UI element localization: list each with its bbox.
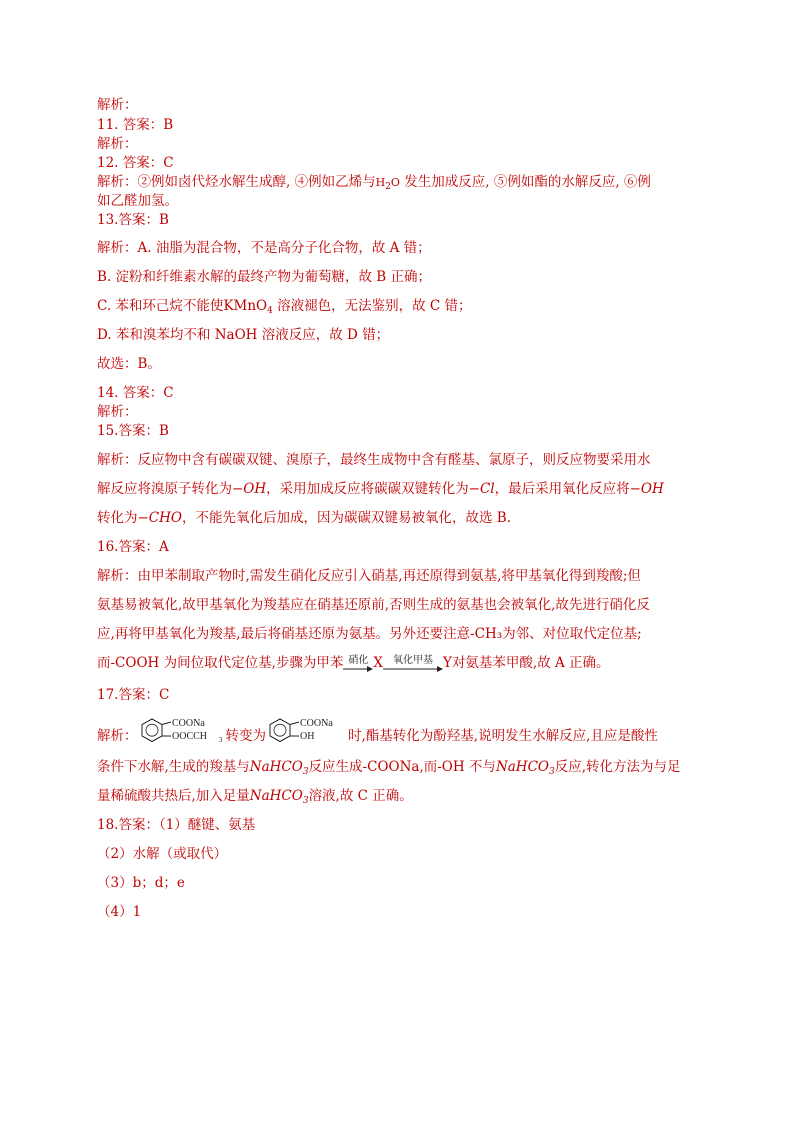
formula-sub: 3 (302, 767, 309, 777)
answer-14: 14. 答案：C (97, 385, 174, 401)
answer-11: 11. 答案：B (97, 117, 174, 133)
text: 时,酯基转化为酚羟基,说明发生水解反应,且应是酸性 (348, 728, 658, 744)
text: 转变为 (225, 728, 266, 744)
substituent-label: OOCCH (171, 731, 207, 742)
substituent-label: COONa (300, 718, 333, 729)
substituent-label: COONa (171, 718, 205, 729)
text: 而-COOH 为间位取代定位基,步骤为甲苯 (97, 655, 344, 671)
answer-18-part1: 18.答案：（1）醚键、氨基 (97, 817, 256, 833)
analysis-16-line4 (97, 654, 610, 672)
analysis-16-line2: 氨基易被氧化,故甲基氧化为羧基应在硝基还原前,否则生成的氨基也会被氧化,故先进行硝化反 (97, 597, 650, 613)
structure-aspirin-sodium (138, 716, 226, 757)
analysis-12-line2: 如乙醛加氢。 (97, 193, 178, 209)
text: ，采用加成反应将碳碳双键转化为 (266, 481, 469, 497)
text: 解反应将溴原子转化为 (97, 481, 232, 497)
answer-18-part2: （2）水解（或取代） (97, 846, 228, 862)
analysis-17-line1 (97, 716, 658, 746)
text: 溶液褪色，无法鉴别，故 C 错； (272, 298, 472, 314)
analysis-label-10: 解析： (97, 97, 138, 113)
formula-sub: 4 (267, 306, 273, 316)
arrow-oxidize (383, 655, 443, 672)
analysis-12-line1 (97, 173, 651, 196)
analysis-15-line2 (97, 480, 664, 498)
analysis-15-line1: 解析：反应物中含有碳碳双键、溴原子，最终生成物中含有醛基、氯原子，则反应物要采用水 (97, 452, 651, 468)
answer-12: 12. 答案：C (97, 155, 174, 171)
text: 溶液,故 C 正确。 (308, 788, 413, 804)
answer-17: 17.答案：C (97, 687, 170, 703)
group-cho: −CHO (137, 510, 182, 526)
analysis-13-b: B. 淀粉和纤维素水解的最终产物为葡萄糖，故 B 正确； (97, 269, 432, 285)
analysis-13-d: D. 苯和溴苯均不和 NaOH 溶液反应，故 D 错； (97, 327, 390, 343)
analysis-13-c (97, 297, 472, 320)
intermediate-x: X (373, 655, 384, 671)
conclusion-13: 故选：B。 (97, 356, 161, 372)
formula-nahco3: NaHCO (249, 759, 303, 775)
formula-o: O (390, 176, 400, 189)
analysis-13-a: 解析：A. 油脂为混合物，不是高分子化合物，故 A 错； (97, 240, 431, 256)
arrow-label: 氧化甲基 (393, 655, 434, 666)
analysis-16-line1: 解析：由甲苯制取产物时,需发生硝化反应引入硝基,再还原得到氨基,将甲基氧化得到羧酸;但 (97, 568, 641, 584)
text: 条件下水解,生成的羧基与 (97, 759, 250, 775)
text: 转化为 (97, 510, 138, 526)
text: 解析：②例如卤代烃水解生成醇, ④例如乙烯与 (97, 174, 376, 190)
group-cl: −Cl (468, 481, 495, 497)
arrow-label: 硝化 (348, 655, 369, 666)
group-oh: −OH (629, 481, 664, 497)
formula-sub: 3 (302, 796, 309, 806)
answer-18-part4: （4）1 (97, 904, 142, 920)
arrow-nitration (343, 655, 373, 672)
group-oh: −OH (232, 481, 267, 497)
text: 对氨基苯甲酸,故 A 正确。 (451, 655, 610, 671)
formula-nahco3: NaHCO (495, 759, 549, 775)
answer-13: 13.答案：B (97, 212, 169, 228)
analysis-label-11: 解析： (97, 136, 138, 152)
formula-sub: 3 (548, 767, 555, 777)
structure-salicylate-sodium (266, 716, 348, 757)
intermediate-y: Y (443, 655, 452, 671)
analysis-17-line2 (97, 758, 681, 781)
substituent-label: OH (300, 731, 315, 742)
text: C. 苯和环己烷不能使 (97, 298, 224, 314)
analysis-15-line3 (97, 509, 511, 527)
text: 量稀硫酸共热后,加入足量 (97, 788, 250, 804)
analysis-label-14: 解析： (97, 404, 138, 420)
answer-18-part3: （3）b；d；e (97, 875, 185, 891)
text: 反应,转化方法为与足 (554, 759, 681, 775)
analysis-16-line3: 应,再将甲基氧化为羧基,最后将硝基还原为氨基。另外还要注意-CH₃为邻、对位取代定位基; (97, 626, 642, 642)
text: ，不能先氧化后加成，因为碳碳双键易被氧化，故选 B. (181, 510, 511, 526)
text: ，最后采用氧化反应将 (494, 481, 630, 497)
substituent-sub: 3 (218, 736, 222, 744)
text: 发生加成反应, ⑤例如酯的水解反应, ⑥例 (399, 174, 651, 190)
text: 反应生成-COONa,而-OH 不与 (308, 759, 496, 775)
analysis-17-line3 (97, 787, 413, 810)
formula-nahco3: NaHCO (249, 788, 303, 804)
text: 解析： (97, 728, 138, 744)
answer-16: 16.答案：A (97, 539, 169, 555)
formula-kmno4: KMnO (223, 298, 268, 314)
formula-sub: 2 (385, 182, 391, 192)
answer-15: 15.答案：B (97, 423, 169, 439)
formula-h: H (375, 176, 386, 189)
